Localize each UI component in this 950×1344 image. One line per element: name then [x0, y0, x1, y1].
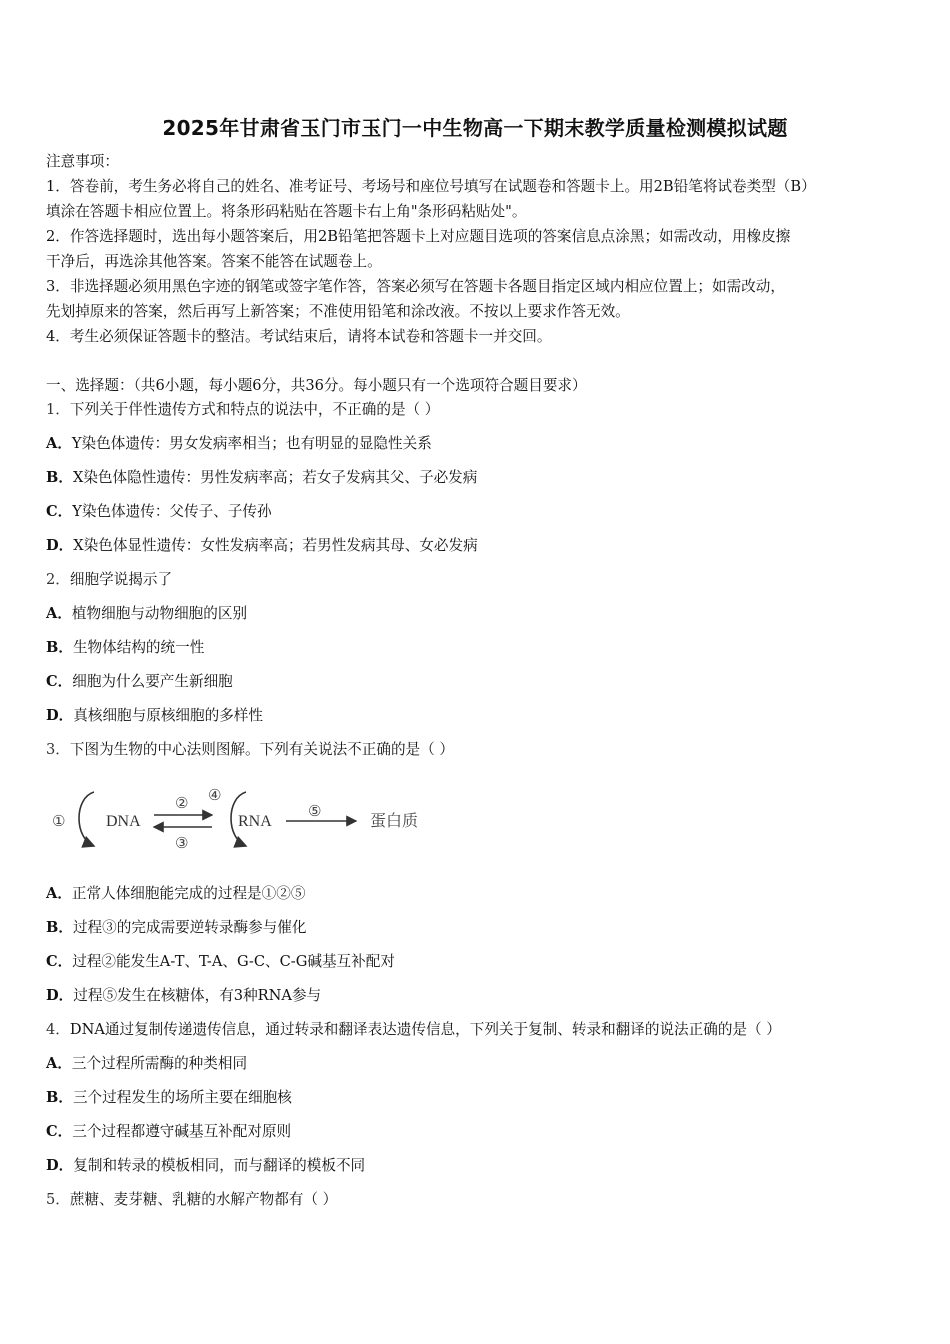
question-number: 2． — [46, 571, 70, 588]
option-row — [46, 468, 906, 488]
option-label: D． — [46, 1157, 74, 1174]
option-row — [46, 434, 906, 454]
notice-line: 2．作答选择题时，选出每小题答案后，用2B铅笔把答题卡上对应题目选项的答案信息点涂黑；如需改动，用橡皮擦 — [46, 228, 791, 245]
option-text: X染色体显性遗传：女性发病率高；若男性发病其母、女必发病 — [73, 537, 478, 554]
option-row — [46, 884, 906, 904]
notice-line: 3．非选择题必须用黑色字迹的钢笔或签字笔作答，答案必须写在答题卡各题目指定区域内相应位置上；如需改动， — [46, 278, 785, 295]
question-number: 3． — [46, 741, 70, 758]
question-stem — [46, 740, 906, 760]
process-1-label: ① — [52, 812, 66, 830]
option-label: D． — [46, 537, 74, 554]
question-number: 4． — [46, 1021, 70, 1038]
replication-loop-arrow — [79, 792, 94, 846]
option-text: 生物体结构的统一性 — [72, 639, 205, 656]
option-label: A． — [46, 435, 72, 452]
question-text: 下列关于伴性遗传方式和特点的说法中，不正确的是（ ） — [69, 401, 440, 418]
option-text: 过程③的完成需要逆转录酶参与催化 — [72, 919, 307, 936]
option-label: B． — [46, 639, 73, 656]
option-row — [46, 952, 906, 972]
option-label: B． — [46, 469, 73, 486]
option-text: Y染色体遗传：父传子、子传孙 — [72, 503, 272, 520]
notice-line: 先划掉原来的答案，然后再写上新答案；不准使用铅笔和涂改液。不按以上要求作答无效。 — [46, 303, 630, 320]
option-label: D． — [46, 707, 74, 724]
option-text: X染色体隐性遗传：男性发病率高；若女子发病其父、子必发病 — [72, 469, 478, 486]
question-text: DNA通过复制传递遗传信息，通过转录和翻译表达遗传信息，下列关于复制、转录和翻译的说法正确的是（ ） — [69, 1021, 781, 1038]
notice-line: 填涂在答题卡相应位置上。将条形码粘贴在答题卡右上角"条形码粘贴处"。 — [46, 203, 527, 220]
option-label: A． — [46, 885, 72, 902]
option-row — [46, 672, 906, 692]
option-label: D． — [46, 987, 74, 1004]
option-row — [46, 918, 906, 938]
rna-label: RNA — [238, 813, 272, 830]
option-label: C． — [46, 1123, 73, 1140]
question-stem — [46, 1190, 906, 1210]
option-label: C． — [46, 673, 73, 690]
dna-label: DNA — [106, 813, 141, 830]
option-label: A． — [46, 1055, 72, 1072]
notice-line: 1．答卷前，考生务必将自己的姓名、准考证号、考场号和座位号填写在试题卷和答题卡上。用2B铅笔将试卷类型（B） — [46, 178, 816, 195]
process-2-label: ② — [175, 794, 189, 812]
protein-label: 蛋白质 — [370, 811, 419, 830]
notice-heading: 注意事项： — [46, 153, 119, 170]
option-row — [46, 1156, 906, 1176]
option-text: 三个过程所需酶的种类相同 — [71, 1055, 248, 1072]
option-text: 复制和转录的模板相同，而与翻译的模板不同 — [73, 1157, 366, 1174]
process-4-label: ④ — [208, 786, 222, 804]
option-text: 过程②能发生A-T、T-A、G-C、C-G碱基互补配对 — [72, 953, 395, 970]
option-text: 细胞为什么要产生新细胞 — [72, 673, 233, 690]
option-label: B． — [46, 919, 73, 936]
question-number: 5． — [46, 1191, 70, 1208]
option-row — [46, 1054, 906, 1074]
option-label: B． — [46, 1089, 73, 1106]
notice-line: 4．考生必须保证答题卡的整洁。考试结束后，请将本试卷和答题卡一并交回。 — [46, 328, 552, 345]
option-text: 正常人体细胞能完成的过程是①②⑤ — [71, 885, 306, 902]
option-text: Y染色体遗传：男女发病率相当；也有明显的显隐性关系 — [71, 435, 432, 452]
central-dogma-diagram — [46, 780, 446, 856]
option-row — [46, 986, 906, 1006]
option-row — [46, 706, 906, 726]
process-3-label: ③ — [175, 834, 189, 852]
option-row — [46, 638, 906, 658]
option-row — [46, 536, 906, 556]
question-text: 细胞学说揭示了 — [69, 571, 173, 588]
question-stem — [46, 1020, 906, 1040]
option-text: 真核细胞与原核细胞的多样性 — [73, 707, 263, 724]
option-text: 三个过程都遵守碱基互补配对原则 — [72, 1123, 292, 1140]
option-label: C． — [46, 503, 73, 520]
option-text: 三个过程发生的场所主要在细胞核 — [72, 1089, 292, 1106]
notice-line: 干净后，再选涂其他答案。答案不能答在试题卷上。 — [46, 253, 382, 270]
option-text: 植物细胞与动物细胞的区别 — [71, 605, 248, 622]
section-heading: 一、选择题：（共6小题，每小题6分，共36分。每小题只有一个选项符合题目要求） — [46, 377, 587, 394]
option-row — [46, 604, 906, 624]
option-row — [46, 1088, 906, 1108]
option-label: A． — [46, 605, 72, 622]
question-text: 下图为生物的中心法则图解。下列有关说法不正确的是（ ） — [69, 741, 454, 758]
question-stem — [46, 570, 906, 590]
question-number: 1． — [46, 401, 70, 418]
question-stem — [46, 400, 906, 420]
question-text: 蔗糖、麦芽糖、乳糖的水解产物都有（ ） — [69, 1191, 338, 1208]
process-5-label: ⑤ — [308, 802, 322, 820]
option-row — [46, 1122, 906, 1142]
page-title: 2025年甘肃省玉门市玉门一中生物高一下期末教学质量检测模拟试题 — [162, 116, 788, 140]
option-text: 过程⑤发生在核糖体，有3种RNA参与 — [73, 987, 322, 1004]
option-row — [46, 502, 906, 522]
option-label: C． — [46, 953, 73, 970]
